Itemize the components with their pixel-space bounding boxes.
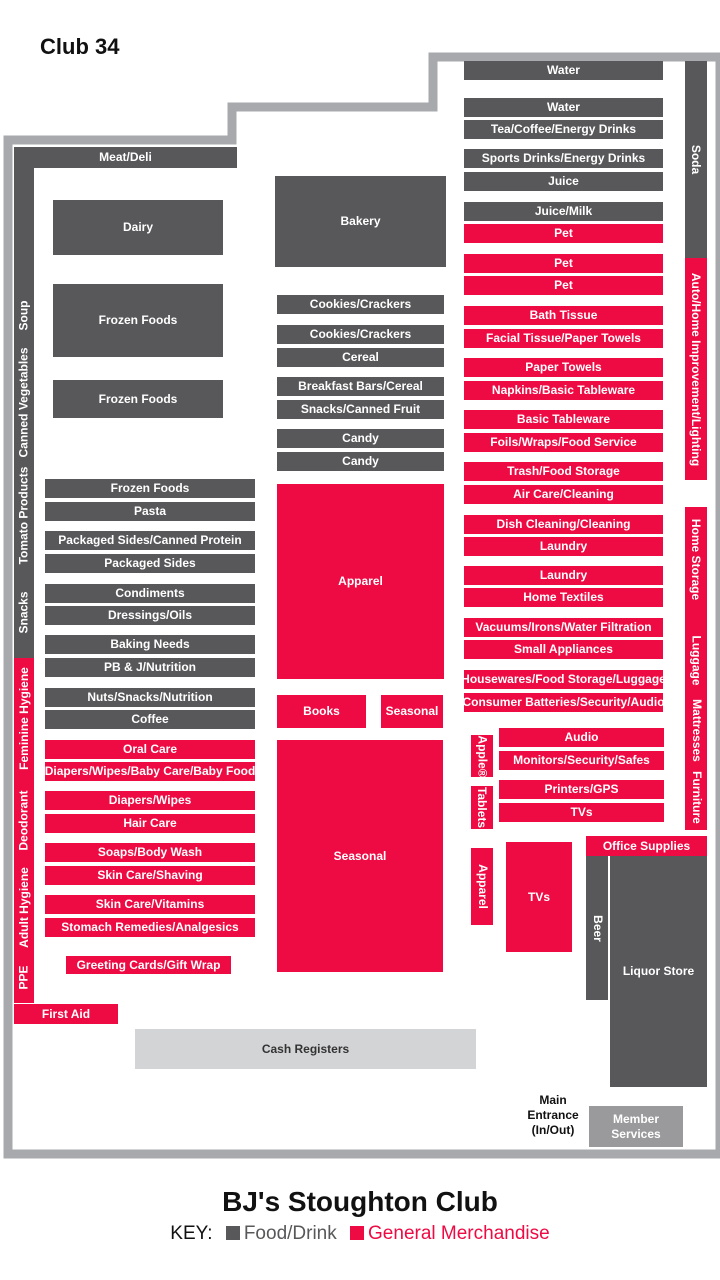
- right-aisle-pet-1: Pet: [464, 224, 663, 243]
- tvs-section: TVs: [506, 842, 572, 952]
- food-drink-swatch-icon: [226, 1226, 240, 1240]
- legend: [0, 1223, 720, 1245]
- right-aisle-laundry-2: Laundry: [464, 566, 663, 585]
- left-aisle-frozen-foods: Frozen Foods: [45, 479, 255, 498]
- legend-general-merchandise: General Merchandise: [368, 1223, 550, 1244]
- soda-section: Soda: [685, 61, 707, 258]
- left-aisle-hair-care: Hair Care: [45, 814, 255, 833]
- legend-label: KEY:: [170, 1223, 213, 1244]
- member-services: Member Services: [589, 1106, 683, 1147]
- center-aisle-candy-1: Candy: [277, 429, 444, 448]
- right-aisle-home-textiles: Home Textiles: [464, 588, 663, 607]
- left-aisle-oral-care: Oral Care: [45, 740, 255, 759]
- right-aisle-laundry-1: Laundry: [464, 537, 663, 556]
- right-aisle-pet-3: Pet: [464, 276, 663, 295]
- mattresses-section: Mattresses: [685, 695, 707, 765]
- right-aisle-bath-tissue: Bath Tissue: [464, 306, 663, 325]
- left-aisle-coffee: Coffee: [45, 710, 255, 729]
- left-aisle-skin-care-vitamins: Skin Care/Vitamins: [45, 895, 255, 914]
- right-aisle-facial-tissue: Facial Tissue/Paper Towels: [464, 329, 663, 348]
- liquor-store-section: Liquor Store: [610, 856, 707, 1087]
- left-aisle-condiments: Condiments: [45, 584, 255, 603]
- right-aisle-housewares: Housewares/Food Storage/Luggage: [464, 670, 663, 689]
- left-aisle-stomach-remedies: Stomach Remedies/Analgesics: [45, 918, 255, 937]
- left-aisle-packaged-sides-canned-protein: Packaged Sides/Canned Protein: [45, 531, 255, 550]
- right-aisle-dish-cleaning: Dish Cleaning/Cleaning: [464, 515, 663, 534]
- right-aisle-printers-gps: Printers/GPS: [499, 780, 664, 799]
- right-aisle-monitors: Monitors/Security/Safes: [499, 751, 664, 770]
- left-aisle-dressings-oils: Dressings/Oils: [45, 606, 255, 625]
- frozen-foods-block-2: Frozen Foods: [53, 380, 223, 418]
- frozen-foods-block-1: Frozen Foods: [53, 284, 223, 357]
- center-aisle-cookies-crackers-1: Cookies/Crackers: [277, 295, 444, 314]
- bakery-section: Bakery: [275, 176, 446, 267]
- right-aisle-trash-food-storage: Trash/Food Storage: [464, 462, 663, 481]
- right-aisle-air-care: Air Care/Cleaning: [464, 485, 663, 504]
- tablets-section: Tablets: [471, 786, 493, 829]
- beer-section: Beer: [586, 856, 608, 1000]
- apple-section: Apple®: [471, 735, 493, 777]
- left-aisle-pbj-nutrition: PB & J/Nutrition: [45, 658, 255, 677]
- canned-vegetables-section: Canned Vegetables: [14, 345, 34, 460]
- feminine-hygiene-section: Feminine Hygiene: [14, 658, 34, 778]
- home-storage-section: Home Storage: [685, 507, 707, 612]
- seasonal-small-section: Seasonal: [381, 695, 443, 728]
- left-aisle-skin-care-shaving: Skin Care/Shaving: [45, 866, 255, 885]
- right-aisle-sports-drinks: Sports Drinks/Energy Drinks: [464, 149, 663, 168]
- left-aisle-baking-needs: Baking Needs: [45, 635, 255, 654]
- electronics-apparel-section: Apparel: [471, 848, 493, 925]
- right-aisle-water-1: Water: [464, 61, 663, 80]
- deodorant-section: Deodorant: [14, 780, 34, 860]
- soup-section: Soup: [14, 280, 34, 350]
- right-aisle-paper-towels: Paper Towels: [464, 358, 663, 377]
- ppe-section: PPE: [14, 955, 34, 1000]
- adult-hygiene-section: Adult Hygiene: [14, 862, 34, 952]
- meat-deli-section: Meat/Deli: [14, 147, 237, 168]
- luggage-section: Luggage: [685, 625, 707, 695]
- main-entrance-label: Main Entrance (In/Out): [527, 1093, 579, 1137]
- club-number-label: Club 34: [40, 34, 120, 59]
- center-aisle-breakfast-bars: Breakfast Bars/Cereal: [277, 377, 444, 396]
- snacks-section: Snacks: [14, 575, 34, 650]
- office-supplies-section: Office Supplies: [586, 836, 707, 856]
- left-aisle-nuts-snacks-nutrition: Nuts/Snacks/Nutrition: [45, 688, 255, 707]
- left-aisle-soaps-body-wash: Soaps/Body Wash: [45, 843, 255, 862]
- general-merchandise-swatch-icon: [350, 1226, 364, 1240]
- left-aisle-packaged-sides: Packaged Sides: [45, 554, 255, 573]
- right-aisle-consumer-batteries: Consumer Batteries/Security/Audio: [464, 693, 663, 712]
- center-aisle-candy-2: Candy: [277, 452, 444, 471]
- right-aisle-tvs: TVs: [499, 803, 664, 822]
- left-aisle-diapers-wipes: Diapers/Wipes: [45, 791, 255, 810]
- right-aisle-juice: Juice: [464, 172, 663, 191]
- apparel-section: Apparel: [277, 484, 444, 679]
- center-aisle-snacks-canned-fruit: Snacks/Canned Fruit: [277, 400, 444, 419]
- right-aisle-audio: Audio: [499, 728, 664, 747]
- right-aisle-small-appliances: Small Appliances: [464, 640, 663, 659]
- left-aisle-pasta: Pasta: [45, 502, 255, 521]
- right-aisle-basic-tableware: Basic Tableware: [464, 410, 663, 429]
- books-section: Books: [277, 695, 366, 728]
- right-aisle-water-2: Water: [464, 98, 663, 117]
- left-aisle-diapers-baby: Diapers/Wipes/Baby Care/Baby Food: [45, 762, 255, 781]
- center-aisle-cereal: Cereal: [277, 348, 444, 367]
- dairy-section: Dairy: [53, 200, 223, 255]
- first-aid-section: First Aid: [14, 1004, 118, 1024]
- tomato-products-section: Tomato Products: [14, 460, 34, 570]
- right-aisle-foils-wraps: Foils/Wraps/Food Service: [464, 433, 663, 452]
- right-aisle-vacuums: Vacuums/Irons/Water Filtration: [464, 618, 663, 637]
- right-aisle-pet-2: Pet: [464, 254, 663, 273]
- greeting-cards-section: Greeting Cards/Gift Wrap: [66, 956, 231, 974]
- right-aisle-juice-milk: Juice/Milk: [464, 202, 663, 221]
- legend-food-drink: Food/Drink: [243, 1223, 337, 1244]
- auto-home-improvement-section: Auto/Home Improvement/Lighting: [685, 258, 707, 480]
- cash-registers: Cash Registers: [135, 1029, 476, 1069]
- right-aisle-napkins: Napkins/Basic Tableware: [464, 381, 663, 400]
- furniture-section: Furniture: [685, 765, 707, 830]
- seasonal-section: Seasonal: [277, 740, 443, 972]
- page-title: BJ's Stoughton Club: [222, 1186, 498, 1217]
- center-aisle-cookies-crackers-2: Cookies/Crackers: [277, 325, 444, 344]
- right-aisle-tea-coffee: Tea/Coffee/Energy Drinks: [464, 120, 663, 139]
